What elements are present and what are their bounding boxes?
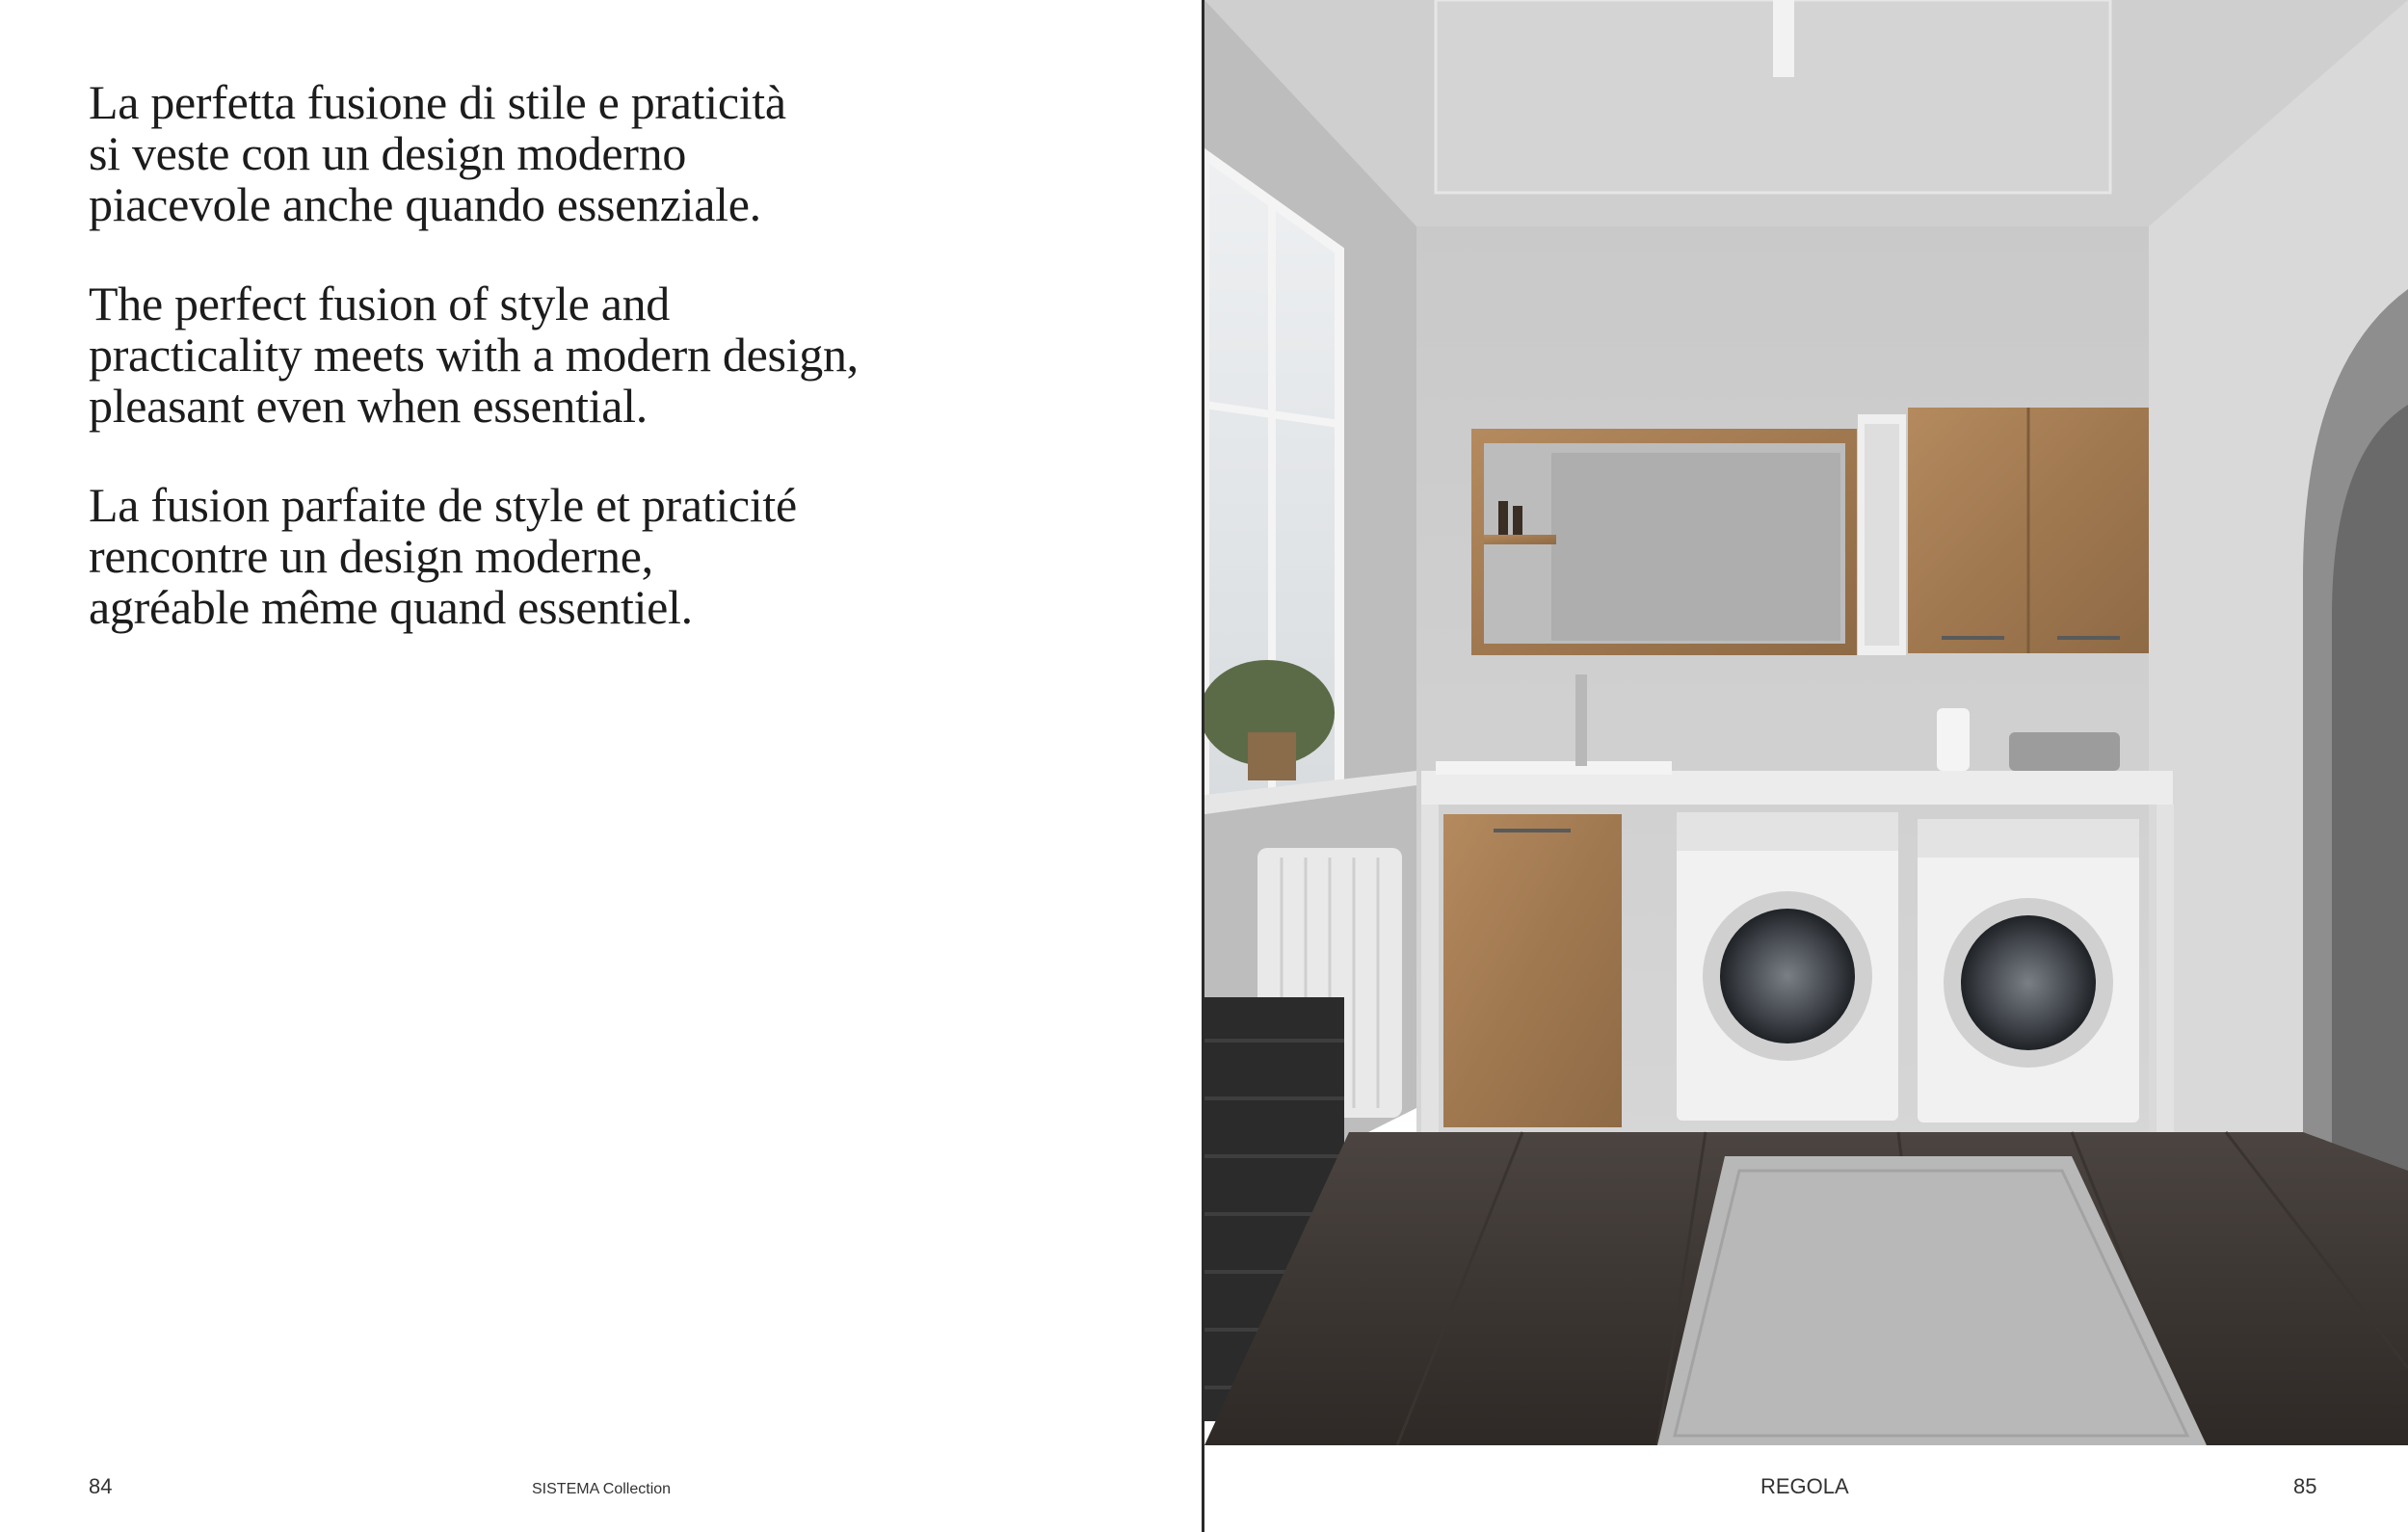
model-name: REGOLA <box>1760 1474 1849 1498</box>
text-line: practicality meets with a modern design, <box>89 328 859 382</box>
page-number-right: 85 <box>2293 1474 2317 1498</box>
english-paragraph <box>89 278 1129 432</box>
text-line: piacevole anche quando essenziale. <box>89 177 761 231</box>
text-line: rencontre un design moderne, <box>89 529 653 583</box>
french-paragraph <box>89 480 1129 633</box>
text-line: La fusion parfaite de style et praticité <box>89 478 797 532</box>
text-line: agréable même quand essentiel. <box>89 580 693 634</box>
text-line: pleasant even when essential. <box>89 379 648 433</box>
text-line: La perfetta fusione di stile e praticità <box>89 75 786 129</box>
page-number-left: 84 <box>89 1474 113 1498</box>
italian-paragraph <box>89 77 1129 230</box>
laundry-room-photo <box>1204 0 2408 1445</box>
text-line: si veste con un design moderno <box>89 126 687 180</box>
left-page <box>0 0 1202 1532</box>
text-line: The perfect fusion of style and <box>89 277 670 330</box>
collection-name: SISTEMA Collection <box>532 1481 672 1497</box>
intro-text <box>89 77 1129 681</box>
right-page <box>1204 0 2408 1532</box>
